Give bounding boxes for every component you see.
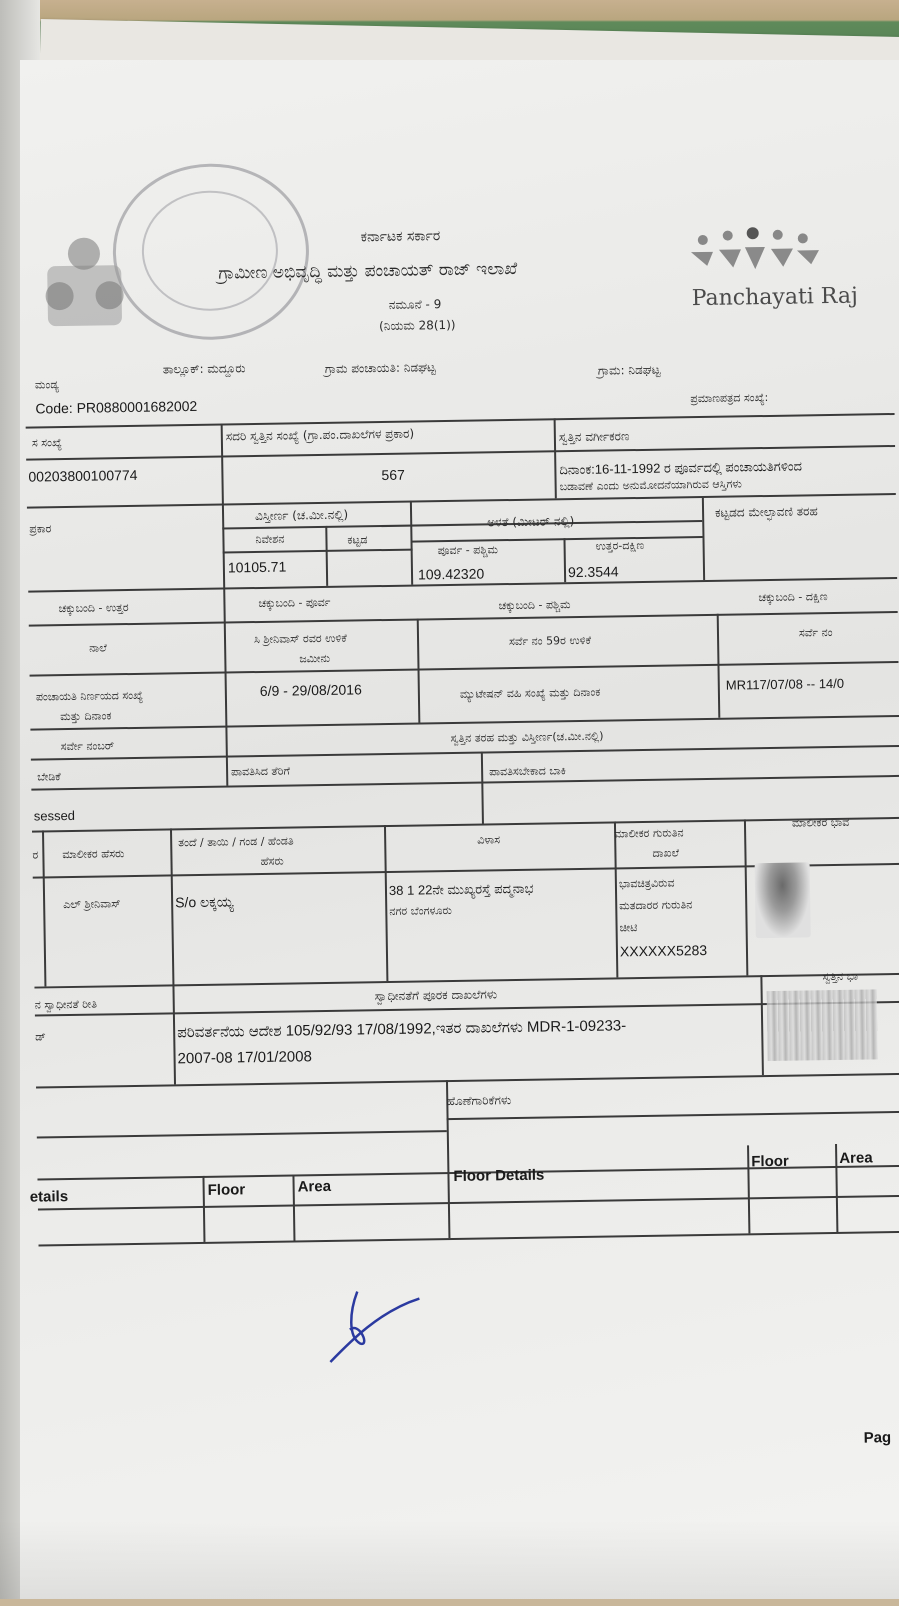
grid-line	[223, 549, 413, 553]
acquisition-docs-value-1: ಪರಿವರ್ತನೆಯ ಆದೇಶ 105/92/93 17/08/1992,ಇತರ ದಾಖಲೆಗಳು MDR-1-09233-	[177, 1017, 627, 1042]
mutation-label: ಮ್ಯುಟೇಷನ್ ವಹಿ ಸಂಖ್ಯೆ ಮತ್ತು ದಿನಾಂಕ	[459, 685, 601, 701]
grid-line	[170, 828, 176, 1084]
property-id-label: ಸ ಸಂಖ್ಯೆ	[31, 436, 63, 450]
area-label: ವಿಸ್ತೀರ್ಣ (ಚ.ಮೀ.ನಲ್ಲಿ)	[254, 507, 349, 524]
roof-type-label: ಕಟ್ಟಡದ ಮೇಲ್ಛಾವಣಿ ತರಹ	[714, 504, 818, 520]
site-area-value: 10105.71	[227, 558, 287, 576]
east-west-label: ಪೂರ್ವ - ಪಶ್ಚಿಮ	[437, 543, 498, 558]
mutation-value: MR117/07/08 -- 14/0	[725, 675, 845, 693]
acquisition-label: ನ ಸ್ವಾಧೀನತೆ ರೀತಿ	[34, 997, 98, 1012]
gram-panchayat: ಗ್ರಾಮ ಪಂಚಾಯತಿ: ನಿಡಘಟ್ಟ	[324, 360, 436, 376]
grid-line	[34, 973, 899, 988]
grid-line	[31, 745, 899, 760]
owner-relation-label-1: ತಂದೆ / ತಾಯಿ / ಗಂಡ / ಹೆಂಡತಿ	[178, 834, 294, 850]
logo-text: Panchayati Raj	[691, 283, 859, 312]
boundary-east-label: ಚಕ್ಕುಬಂದಿ - ಪೂರ್ವ	[258, 595, 331, 610]
boundary-south-value: ಸರ್ವೆ ನಂ	[798, 625, 833, 640]
grid-line	[30, 715, 899, 730]
karnataka-emblem-icon	[29, 225, 141, 337]
acquisition-docs-value-2: 2007-08 17/01/2008	[177, 1048, 313, 1068]
grid-line	[554, 418, 557, 498]
classification-value-2: ಬಡಾವಣೆ ಎಂದು ಅನುಮೋದನೆಯಾಗಿರುವ ಆಸ್ತಿಗಳು	[559, 477, 742, 494]
property-photo-label: ಸ್ವತ್ತಿನ ಭಾ	[822, 969, 859, 984]
department-title: ಗ್ರಾಮೀಣ ಅಭಿವೃದ್ಧಿ ಮತ್ತು ಪಂಚಾಯತ್ ರಾಜ್ ಇಲಾಖೆ	[218, 258, 518, 284]
village: ಗ್ರಾಮ: ನಿಡಘಟ್ಟ	[597, 362, 661, 378]
acquisition-docs-label: ಸ್ವಾಧೀನತೆಗೆ ಪೂರಕ ದಾಖಲೆಗಳು	[374, 987, 498, 1004]
grid-line	[417, 618, 420, 722]
classification-value-1: ದಿನಾಂಕ:16-11-1992 ರ ಪೂರ್ವದಲ್ಲಿ ಪಂಚಾಯತಿಗಳಿಂದ	[559, 458, 803, 478]
sadari-value: 567	[381, 466, 405, 484]
boundary-north-value: ನಾಲೆ	[89, 641, 107, 655]
page-shadow	[0, 1520, 899, 1599]
gp-decision-label-2: ಮತ್ತು ದಿನಾಂಕ	[60, 709, 112, 724]
rule-number: (ನಿಯಮ 28(1))	[379, 317, 456, 334]
property-photo-image	[767, 989, 878, 1061]
floor-label-left: Floor	[207, 1181, 246, 1199]
boundary-west-value: ಸರ್ವೆ ನಂ 59ರ ಉಳಿಕೆ	[508, 633, 592, 649]
grid-line	[37, 1130, 447, 1138]
property-type-label: ಸ್ವತ್ತಿನ ತರಹ ಮತ್ತು ವಿಸ್ತೀರ್ಣ(ಚ.ಮೀ.ನಲ್ಲಿ)	[450, 729, 604, 745]
grid-line	[36, 1073, 899, 1088]
grid-line	[481, 751, 484, 823]
area-label-left: Area	[297, 1177, 332, 1196]
grid-line	[31, 775, 899, 790]
owner-address-label: ವಿಳಾಸ	[477, 833, 501, 847]
owner-name-label: ಮಾಲೀಕರ ಹೆಸರು	[62, 847, 125, 862]
site-label: ನಿವೇಶನ	[255, 532, 285, 547]
govt-title: ಕರ್ನಾಟಕ ಸರ್ಕಾರ	[360, 228, 441, 246]
grid-line	[384, 825, 388, 981]
owner-photo-image	[755, 862, 811, 938]
grid-line	[221, 424, 228, 786]
grid-line	[747, 1145, 750, 1233]
grid-line	[702, 496, 705, 580]
district: ಮಂಡ್ಯ	[34, 378, 59, 392]
floor-label-right: Floor	[751, 1152, 789, 1171]
owner-id-label-2: ದಾಖಲೆ	[652, 846, 680, 860]
grid-line	[325, 526, 327, 586]
dimension-label: ಅಳತೆ (ಮೀಟರ್ ನಲ್ಲಿ)	[487, 514, 575, 530]
taluk: ತಾಲ್ಲೂಕ್: ಮದ್ದೂರು	[162, 361, 246, 377]
signature-mark	[319, 1280, 430, 1372]
tax-demand-label: ಬೇಡಿಕೆ	[37, 770, 61, 784]
classification-label: ಸ್ವತ್ತಿನ ವರ್ಗೀಕರಣ	[558, 429, 630, 445]
grid-line	[292, 1175, 295, 1241]
owner-id-4: XXXXXX5283	[619, 941, 708, 960]
grid-line	[760, 975, 763, 1075]
survey-label: ಸರ್ವೇ ನಂಬರ್	[60, 739, 115, 754]
tax-due-label: ಪಾವತಿಸಬೇಕಾದ ಬಾಕಿ	[489, 764, 567, 779]
building-label: ಕಟ್ಟಡ	[347, 533, 368, 547]
grid-line	[717, 614, 720, 718]
liabilities-label: ಹೊಣೆಗಾರಿಕೆಗಳು	[446, 1093, 512, 1109]
certificate-number: ಪ್ರಮಾಣಪತ್ರದ ಸಂಖ್ಯೆ:	[690, 390, 769, 406]
owner-address-1: 38 1 22ನೇ ಮುಖ್ಯರಸ್ತೆ ಪದ್ಮನಾಭ	[388, 880, 534, 898]
owner-name: ಎಲ್ ಶ್ರೀನಿವಾಸ್	[63, 897, 121, 912]
grid-line	[30, 661, 899, 676]
property-code: Code: PR0880001682002	[35, 397, 198, 417]
assessed-label: sessed	[33, 807, 76, 824]
floor-details-right-label: Floor Details	[453, 1166, 545, 1186]
grid-line	[744, 819, 748, 975]
owner-address-2: ನಗರ ಬೆಂಗಳೂರು	[389, 903, 452, 918]
grid-line	[410, 501, 413, 585]
owner-relation-label-2: ಹೆಸರು	[260, 854, 284, 868]
floor-details-left-label: etails	[29, 1188, 69, 1206]
type-label: ಪ್ರಕಾರ	[29, 522, 52, 536]
boundary-south-label: ಚಕ್ಕುಬಂದಿ - ದಕ್ಷಿಣ	[758, 590, 828, 605]
north-south-value: 92.3544	[567, 563, 619, 581]
office-seal-stamp	[112, 162, 311, 341]
grid-line	[29, 611, 898, 626]
owner-sl-label: ರ	[32, 848, 39, 862]
tax-paid-label: ಪಾವತಿಸಿದ ತೆರಿಗೆ	[231, 764, 290, 779]
form-number: ನಮೂನೆ - 9	[388, 297, 442, 312]
owner-id-3: ಚೀಟಿ	[619, 921, 638, 935]
grid-line	[26, 413, 895, 428]
boundary-west-label: ಚಕ್ಕುಬಂದಿ - ಪಶ್ಚಿಮ	[498, 598, 571, 613]
boundary-east-value-2: ಜಮೀನು	[299, 651, 331, 666]
grid-line	[39, 1231, 899, 1246]
boundary-east-value-1: ಸಿ ಶ್ರೀನಿವಾಸ್ ರವರ ಉಳಿಕೆ	[253, 631, 347, 647]
grid-line	[26, 445, 895, 460]
area-label-right: Area	[839, 1149, 873, 1167]
gp-decision-value: 6/9 - 29/08/2016	[259, 681, 362, 699]
owner-relation: S/o ಲಕ್ಕಯ್ಯ	[175, 893, 234, 911]
gp-decision-label-1: ಪಂಚಾಯತಿ ನಿರ್ಣಯದ ಸಂಖ್ಯೆ	[35, 688, 144, 704]
grid-line	[835, 1144, 838, 1232]
property-id-value: 00203800100774	[28, 466, 138, 485]
owner-id-1: ಭಾವಚಿತ್ರವಿರುವ	[618, 876, 675, 891]
east-west-value: 109.42320	[417, 565, 485, 583]
grid-line	[447, 1111, 899, 1120]
grid-line	[32, 817, 899, 832]
grid-line	[410, 536, 702, 542]
grid-line	[563, 538, 565, 582]
panchayati-raj-logo	[683, 224, 834, 286]
owner-id-label-1: ಮಾಲೀಕರ ಗುರುತಿನ	[614, 826, 684, 841]
sadari-label: ಸದರಿ ಸ್ವತ್ತಿನ ಸಂಖ್ಯೆ (ಗ್ರಾ.ಪಂ.ದಾಖಲೆಗಳ ಪ್ರಕಾರ)	[225, 426, 415, 444]
north-south-label: ಉತ್ತರ-ದಕ್ಷಿಣ	[595, 538, 645, 553]
owner-id-2: ಮತದಾರರ ಗುರುತಿನ	[619, 898, 693, 913]
acquisition-mark: ಡ್	[35, 1030, 46, 1044]
owner-photo-label: ಮಾಲೀಕರ ಭಾವ	[791, 815, 850, 830]
grid-line	[42, 830, 46, 986]
grid-line	[614, 821, 618, 977]
page-label: Pag	[863, 1429, 892, 1447]
grid-line	[38, 1195, 899, 1210]
grid-line	[202, 1176, 205, 1242]
boundary-north-label: ಚಕ್ಕುಬಂದಿ - ಉತ್ತರ	[58, 601, 129, 616]
